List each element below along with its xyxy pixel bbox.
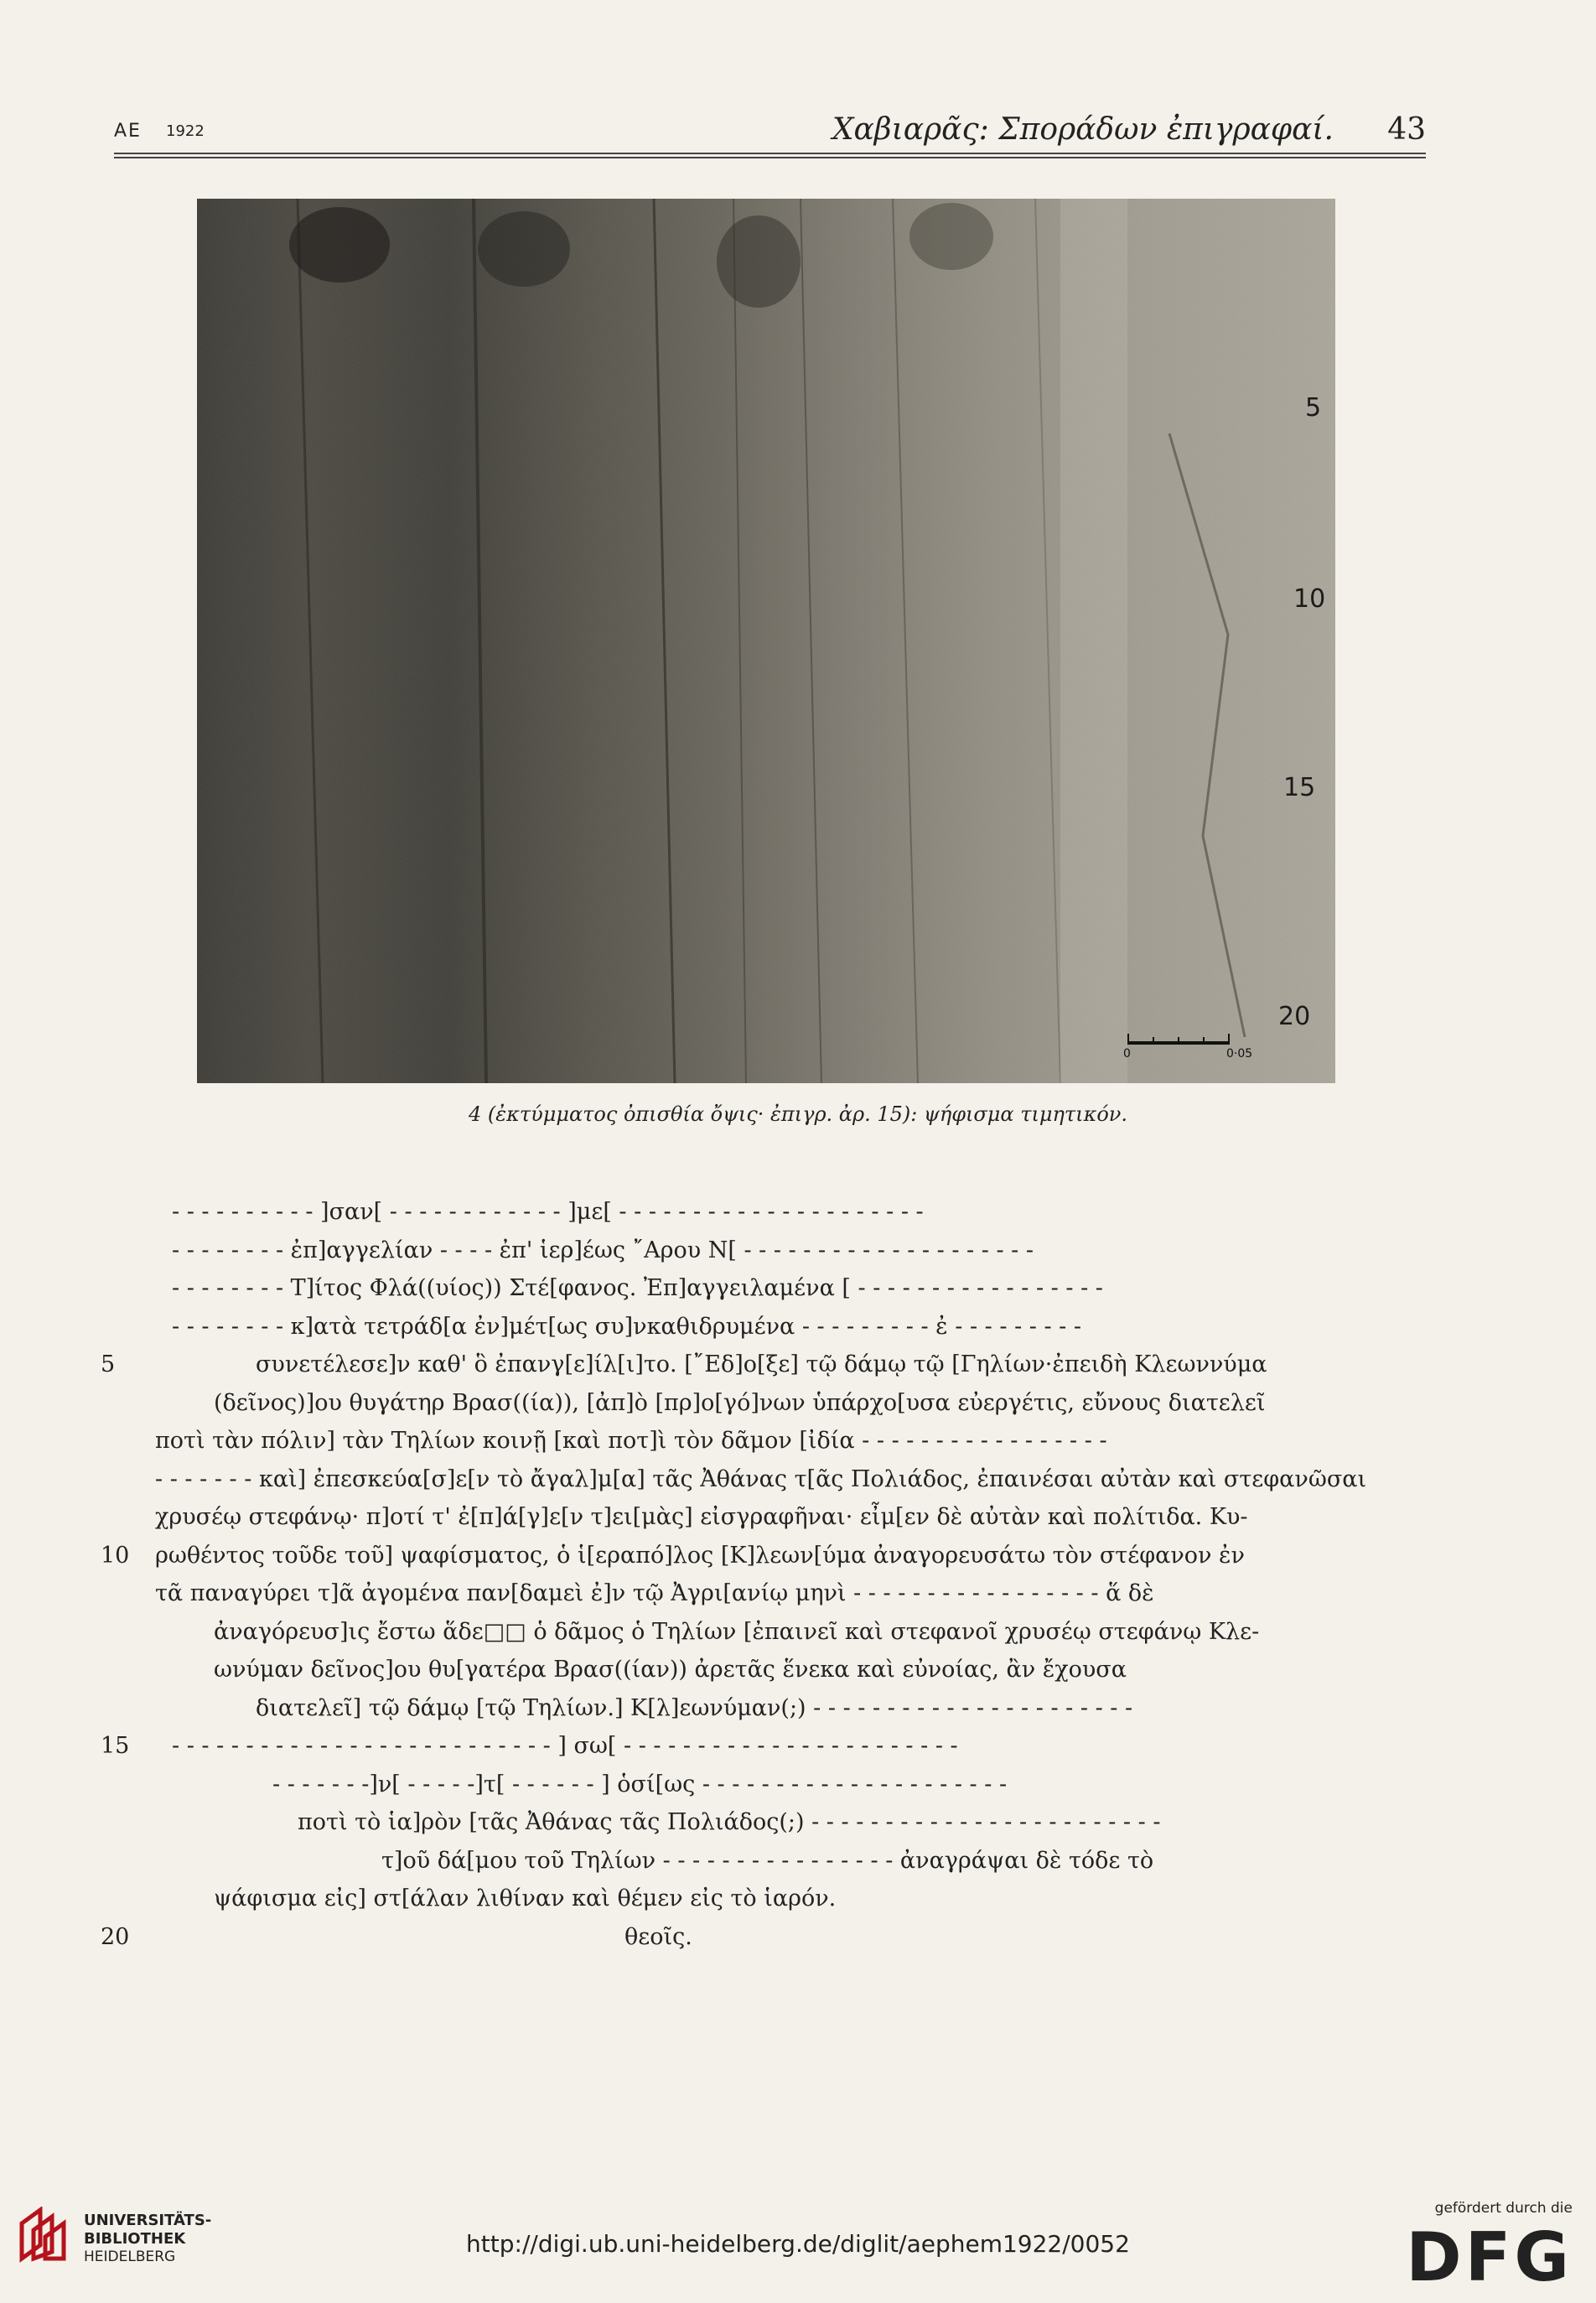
inscription-line: [101, 1657, 1383, 1694]
inscription-line-text: διατελεῖ] τῷ δάμῳ [τῷ Τηλίων.] Κ[λ]εωνύμαν(;) - - - - - - - - - - - - - - - - - - - - - -: [256, 1694, 1133, 1721]
inscription-line: [101, 1504, 1383, 1541]
library-name-line2: BIBLIOTHEK: [84, 2230, 186, 2248]
inscription-line-text: χρυσέῳ στεφάνῳ· π]οτί τ' ἐ[π]ά[γ]ε[ν τ]ει[μὰς] εἰσγραφῆναι· εἶμ[εν δὲ αὐτὰν καὶ πολίτιδα. Κυ-: [155, 1504, 1248, 1530]
inscription-line: [101, 1390, 1383, 1427]
inscription-line: [101, 1733, 1383, 1770]
running-title: Χαβιαρᾶς: Σποράδων ἐπιγραφαί.: [832, 112, 1334, 147]
inscription-line-text: ποτὶ τὸ ἱα]ρὸν [τᾶς Ἀθάνας τᾶς Πολιάδος(;) - - - - - - - - - - - - - - - - - - - - - - - -: [298, 1809, 1161, 1835]
inscription-line-number: 15: [101, 1733, 130, 1759]
scale-end-label: 0·05: [1226, 1047, 1253, 1061]
inscription-line-number: 5: [101, 1351, 116, 1377]
inscription-line-number: 20: [101, 1923, 130, 1950]
inscription-line: [101, 1924, 1383, 1961]
page-header: [114, 112, 1426, 153]
inscription-line: [101, 1543, 1383, 1579]
inscription-line: [101, 1619, 1383, 1656]
inscription-line-text: συνετέλεσε]ν καθ' ὃ ἐπανγ[ε]ίλ[ι]το. [῎Εδ]ο[ξε] τῷ δάμῳ τῷ [Γηλίων·ἐπειδὴ Κλεωννύμα: [256, 1351, 1267, 1377]
inscription-line-text: ἀναγόρευσ]ις ἔστω ἅδε□□ ὁ δᾶμος ὁ Τηλίων [ἐπαινεῖ καὶ στεφανοῖ χρυσέῳ στεφάνῳ Κλε-: [214, 1618, 1260, 1645]
plate-line-number: 15: [1283, 773, 1316, 802]
inscription-line-text: θεοῖς.: [624, 1923, 692, 1950]
scale-start-label: 0: [1123, 1047, 1131, 1061]
inscription-line: [101, 1351, 1383, 1388]
journal-year: 1922: [166, 122, 205, 140]
inscription-line-text: ωνύμαν δεῖνος]ου θυ[γατέρα Βρασ((ίαν)) ἀρετᾶς ἕνεκα καὶ εὐνοίας, ἂν ἔχουσα: [214, 1657, 1127, 1683]
inscription-line-text: ποτὶ τὰν πόλιν] τὰν Τηλίων κοινῇ [καὶ ποτ]ὶ τὸν δᾶμον [ἰδία - - - - - - - - - - - - - - - - -: [155, 1428, 1107, 1454]
inscription-line-text: ψάφισμα εἰς] στ[άλαν λιθίναν καὶ θέμεν εἰς τὸ ἱαρόν.: [214, 1885, 837, 1911]
inscription-line: [101, 1314, 1383, 1351]
scale-tick: [1153, 1037, 1154, 1045]
inscription-line-text: τ]οῦ δά[μου τοῦ Τηλίων - - - - - - - - - - - - - - - - ἀναγράψαι δὲ τόδε τὸ: [381, 1847, 1154, 1874]
inscription-photo: [197, 199, 1335, 1083]
scale-tick: [1127, 1034, 1129, 1045]
inscription-line-text: - - - - - - - - - - - - - - - - - - - - - - - - - - ] σω[ - - - - - - - - - - - - - - - - - - - - - - -: [172, 1733, 958, 1759]
inscription-line: [101, 1466, 1383, 1503]
inscription-line-text: (δεῖνος)]ου θυγάτηρ Βρασ((ία)), [ἀπ]ὸ [πρ]ο[γό]νων ὑπάρχο[υσα εὐεργέτις, εὔνους διατελεῖ: [214, 1389, 1266, 1416]
inscription-line-text: - - - - - - - - κ]ατὰ τετράδ[α ἐν]μέτ[ως συ]νκαθιδρυμένα - - - - - - - - - ἐ - - - - - - - - -: [172, 1313, 1082, 1340]
library-name-line1: UNIVERSITÄTS-: [84, 2212, 212, 2229]
inscription-line: [101, 1275, 1383, 1312]
plate-line-number: 5: [1305, 393, 1322, 423]
header-rule-bottom: [114, 157, 1426, 158]
inscription-line: [101, 1809, 1383, 1846]
inscription-line-text: - - - - - - - καὶ] ἐπεσκεύα[σ]ε[ν τὸ ἄγαλ]μ[α] τᾶς Ἀθάνας τ[ᾶς Πολιάδος, ἐπαινέσαι αὐτὰν καὶ στεφανῶσαι: [155, 1465, 1367, 1492]
journal-abbreviation: ΑΕ: [114, 121, 142, 142]
library-city: HEIDELBERG: [84, 2249, 176, 2265]
inscription-line-number: 10: [101, 1542, 130, 1569]
inscription-line-text: - - - - - - - - - - ]σαν[ - - - - - - - - - - - - ]με[ - - - - - - - - - - - - - - - - - - - - -: [172, 1199, 924, 1225]
scale-tick: [1228, 1034, 1230, 1045]
inscription-line-text: - - - - - - - - ἐπ]αγγελίαν - - - - ἐπ' ἱερ]έως ῎Αρου Ν[ - - - - - - - - - - - - - - - - - - - -: [172, 1237, 1034, 1263]
dfg-logo: DFG: [1406, 2218, 1573, 2296]
scale-tick: [1178, 1037, 1179, 1045]
inscription-line-text: ρωθέντος τοῦδε τοῦ] ψαφίσματος, ὁ ἱ[εραπό]λος [Κ]λεων[ύμα ἀναγορευσάτω τὸν στέφανον ἐν: [155, 1542, 1245, 1569]
inscription-line: [101, 1885, 1383, 1922]
inscription-line: [101, 1237, 1383, 1274]
plate-line-number: 10: [1293, 584, 1326, 614]
inscription-line: [101, 1771, 1383, 1808]
inscription-line: [101, 1848, 1383, 1885]
inscription-line-text: - - - - - - -]ν[ - - - - -]τ[ - - - - - - ] ὁσί[ως - - - - - - - - - - - - - - - - - - - - -: [272, 1771, 1008, 1797]
permalink-url[interactable]: http://digi.ub.uni-heidelberg.de/diglit/aephem1922/0052: [466, 2230, 1130, 2258]
plate-line-number: 20: [1278, 1002, 1311, 1031]
funded-by-text: gefördert durch die: [1434, 2200, 1573, 2217]
header-rule-top: [114, 153, 1426, 154]
inscription-line: [101, 1695, 1383, 1732]
inscription-line-text: - - - - - - - - Τ]ίτος Φλά((υίος)) Στέ[φανος. Ἐπ]αγγειλαμένα [ - - - - - - - - - - - - - - - - -: [172, 1275, 1103, 1301]
figure-caption: 4 (ἐκτύμματος ὀπισθία ὄψις· ἐπιγρ. ἀρ. 15): ψήφισμα τιμητικόν.: [469, 1102, 1127, 1126]
inscription-line: [101, 1428, 1383, 1465]
inscription-line-text: τᾶ παναγύρει τ]ᾶ ἀγομένα παν[δαμεὶ ἐ]ν τῷ Ἀγρι[ανίῳ μηνὶ - - - - - - - - - - - - - - - - - ἅ δὲ: [155, 1580, 1154, 1606]
page-footer: [0, 2188, 1596, 2303]
stone-texture: [197, 199, 1335, 1083]
scale-tick: [1203, 1037, 1205, 1045]
inscription-line: [101, 1199, 1383, 1236]
inscription-line: [101, 1580, 1383, 1617]
page-number: 43: [1387, 112, 1426, 147]
